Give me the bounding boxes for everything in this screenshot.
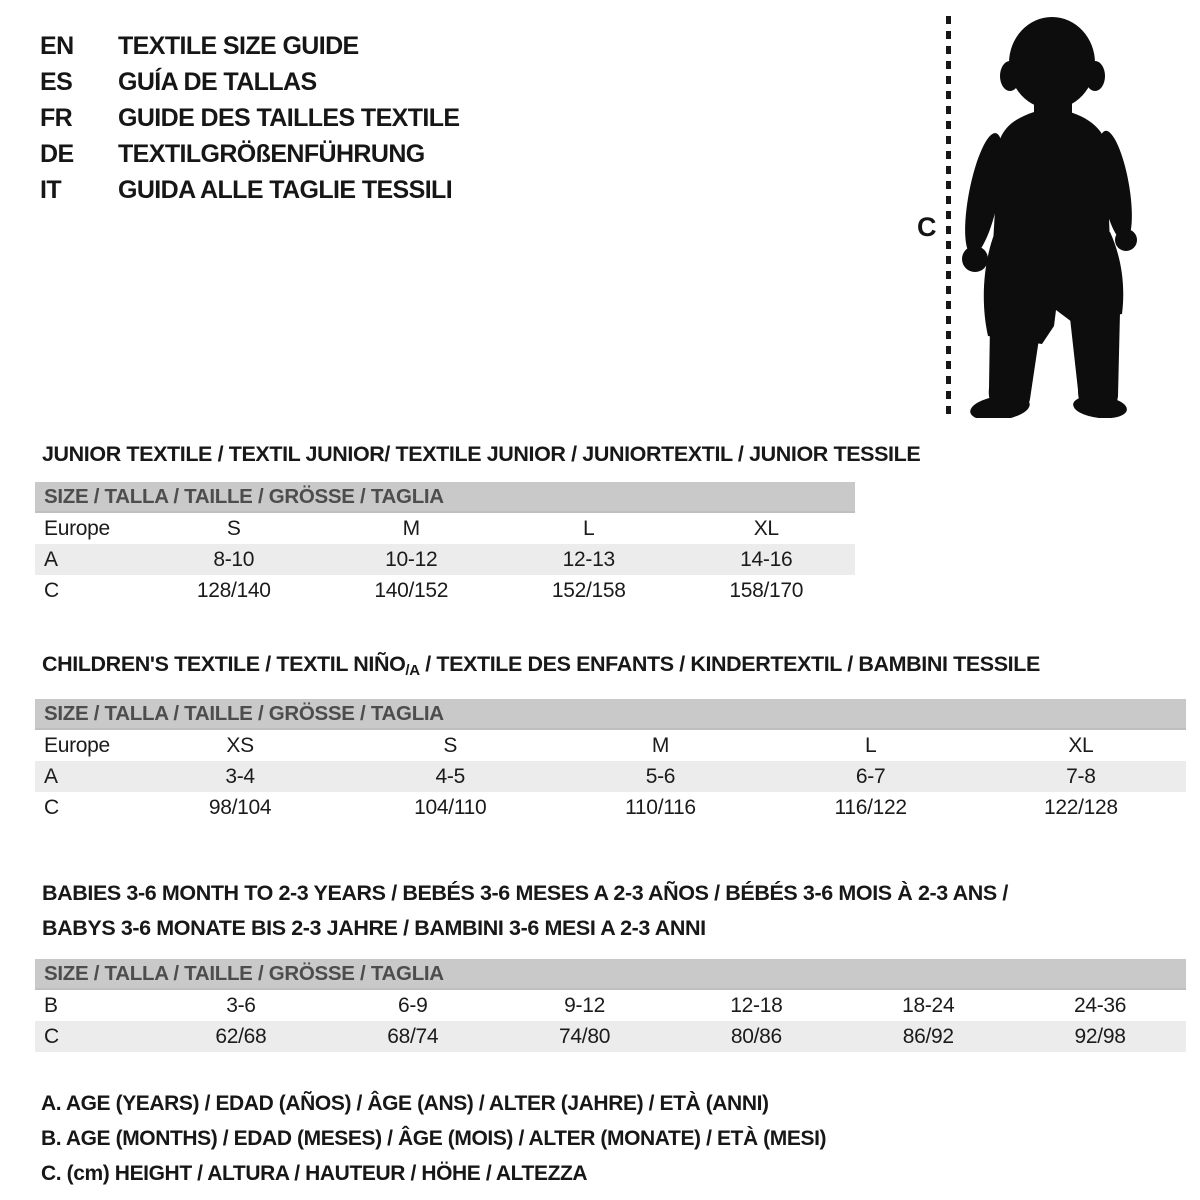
language-row-en bbox=[40, 28, 460, 64]
table-row-height bbox=[35, 792, 1186, 823]
height-cell: 110/116 bbox=[625, 795, 696, 819]
guide-title-es: GUÍA DE TALLAS bbox=[118, 68, 317, 96]
age-cell: 14-16 bbox=[678, 544, 856, 575]
size-header-row bbox=[35, 482, 855, 512]
row-label: Europe bbox=[44, 733, 110, 757]
spacer bbox=[35, 946, 1186, 959]
size-cell: XL bbox=[1068, 733, 1094, 757]
row-label: C bbox=[44, 578, 59, 602]
table-row-months bbox=[35, 989, 1186, 1021]
row-label: B bbox=[44, 993, 58, 1017]
months-cell: 9-12 bbox=[564, 993, 605, 1017]
guide-title-it: GUIDA ALLE TAGLIE TESSILI bbox=[118, 176, 453, 204]
children-section-title bbox=[42, 652, 1186, 683]
age-cell: 5-6 bbox=[555, 761, 765, 792]
height-cell: 104/110 bbox=[414, 795, 487, 819]
size-cell: M bbox=[402, 516, 420, 540]
legend-age-months: B. AGE (MONTHS) / EDAD (MESES) / ÂGE (MOIS) / ALTER (MONATE) / ETÀ (MESI) bbox=[41, 1127, 827, 1150]
size-cell: S bbox=[226, 516, 241, 540]
table-row-age bbox=[35, 761, 1186, 792]
toddler-silhouette-shape bbox=[960, 17, 1139, 418]
months-cell: 12-18 bbox=[730, 993, 783, 1017]
size-cell: XS bbox=[226, 733, 254, 757]
age-cell: 12-13 bbox=[500, 544, 678, 575]
height-cell: 74/80 bbox=[499, 1021, 671, 1052]
size-header-bar: SIZE / TALLA / TAILLE / GRÖSSE / TAGLIA bbox=[35, 959, 1186, 989]
language-row-de bbox=[40, 136, 460, 172]
size-cell: M bbox=[651, 733, 670, 757]
height-measure-label: C bbox=[917, 212, 937, 242]
legend-height-cm: C. (cm) HEIGHT / ALTURA / HAUTEUR / HÖHE / ALTEZZA bbox=[41, 1162, 588, 1185]
toddler-silhouette-icon bbox=[960, 14, 1140, 418]
guide-title-fr: GUIDE DES TAILLES TEXTILE bbox=[118, 104, 460, 132]
guide-title-de: TEXTILGRÖßENFÜHRUNG bbox=[118, 140, 425, 168]
height-figure-block bbox=[900, 12, 1180, 427]
height-cell: 128/140 bbox=[196, 578, 271, 602]
height-cell: 116/122 bbox=[834, 795, 907, 819]
age-cell: 8-10 bbox=[145, 544, 323, 575]
table-row-height bbox=[35, 1021, 1186, 1052]
language-row-it bbox=[40, 172, 460, 208]
height-cell: 140/152 bbox=[374, 578, 449, 602]
table-row-age bbox=[35, 544, 855, 575]
age-cell: 10-12 bbox=[323, 544, 501, 575]
language-code: DE bbox=[40, 140, 74, 168]
size-cell: S bbox=[443, 733, 458, 757]
guide-title-en: TEXTILE SIZE GUIDE bbox=[118, 32, 359, 60]
babies-section bbox=[35, 876, 1186, 1052]
table-row-europe bbox=[35, 512, 855, 544]
size-header-row bbox=[35, 699, 1186, 729]
height-cell: 68/74 bbox=[327, 1021, 499, 1052]
height-cell: 152/158 bbox=[551, 578, 626, 602]
age-cell: 3-4 bbox=[135, 761, 345, 792]
language-code: FR bbox=[40, 104, 73, 132]
children-size-table bbox=[35, 699, 1186, 823]
months-cell: 3-6 bbox=[226, 993, 256, 1017]
months-cell: 18-24 bbox=[902, 993, 955, 1017]
height-cell: 80/86 bbox=[670, 1021, 842, 1052]
children-title-main: CHILDREN'S TEXTILE / TEXTIL NIÑO bbox=[42, 652, 406, 676]
height-cell: 86/92 bbox=[842, 1021, 1014, 1052]
age-cell: 6-7 bbox=[766, 761, 976, 792]
table-row-height bbox=[35, 575, 855, 606]
language-title-block bbox=[40, 28, 460, 208]
size-header-bar: SIZE / TALLA / TAILLE / GRÖSSE / TAGLIA bbox=[35, 699, 1186, 729]
junior-size-table bbox=[35, 482, 855, 606]
babies-section-title-line2: BABYS 3-6 MONATE BIS 2-3 JAHRE / BAMBINI 3-6 MESI A 2-3 ANNI bbox=[42, 916, 706, 940]
legend-age-years: A. AGE (YEARS) / EDAD (AÑOS) / ÂGE (ANS) / ALTER (JAHRE) / ETÀ (ANNI) bbox=[41, 1092, 769, 1115]
row-label: Europe bbox=[44, 516, 110, 540]
babies-section-title-line1: BABIES 3-6 MONTH TO 2-3 YEARS / BEBÉS 3-6 MESES A 2-3 AÑOS / BÉBÉS 3-6 MOIS À 2-3 ANS / bbox=[42, 881, 1008, 905]
table-row-europe bbox=[35, 729, 1186, 761]
junior-section bbox=[35, 442, 921, 606]
language-code: EN bbox=[40, 32, 74, 60]
age-cell: 4-5 bbox=[345, 761, 555, 792]
height-cell: 92/98 bbox=[1014, 1021, 1186, 1052]
row-label: C bbox=[44, 795, 59, 819]
months-cell: 6-9 bbox=[398, 993, 428, 1017]
months-cell: 24-36 bbox=[1073, 993, 1127, 1017]
size-cell: L bbox=[583, 516, 595, 540]
measure-legend bbox=[41, 1086, 826, 1191]
junior-section-title: JUNIOR TEXTILE / TEXTIL JUNIOR/ TEXTILE JUNIOR / JUNIORTEXTIL / JUNIOR TESSILE bbox=[42, 442, 921, 466]
size-cell: L bbox=[864, 733, 877, 757]
height-cell: 98/104 bbox=[208, 795, 272, 819]
children-section bbox=[35, 652, 1186, 823]
height-cell: 158/170 bbox=[729, 578, 804, 602]
size-cell: XL bbox=[753, 516, 779, 540]
row-label: A bbox=[35, 761, 135, 792]
babies-size-table bbox=[35, 959, 1186, 1052]
height-cell: 122/128 bbox=[1043, 795, 1118, 819]
height-cell: 62/68 bbox=[155, 1021, 327, 1052]
language-code: IT bbox=[40, 176, 62, 204]
row-label: C bbox=[35, 1021, 155, 1052]
language-row-fr bbox=[40, 100, 460, 136]
language-row-es bbox=[40, 64, 460, 100]
size-header-row bbox=[35, 959, 1186, 989]
language-code: ES bbox=[40, 68, 73, 96]
age-cell: 7-8 bbox=[976, 761, 1186, 792]
children-title-rest: / TEXTILE DES ENFANTS / KINDERTEXTIL / BAMBINI TESSILE bbox=[419, 652, 1040, 676]
height-measure-dashed-line bbox=[946, 16, 951, 416]
children-title-subscript: /A bbox=[405, 662, 420, 679]
size-header-bar: SIZE / TALLA / TAILLE / GRÖSSE / TAGLIA bbox=[35, 482, 855, 512]
row-label: A bbox=[35, 544, 145, 575]
